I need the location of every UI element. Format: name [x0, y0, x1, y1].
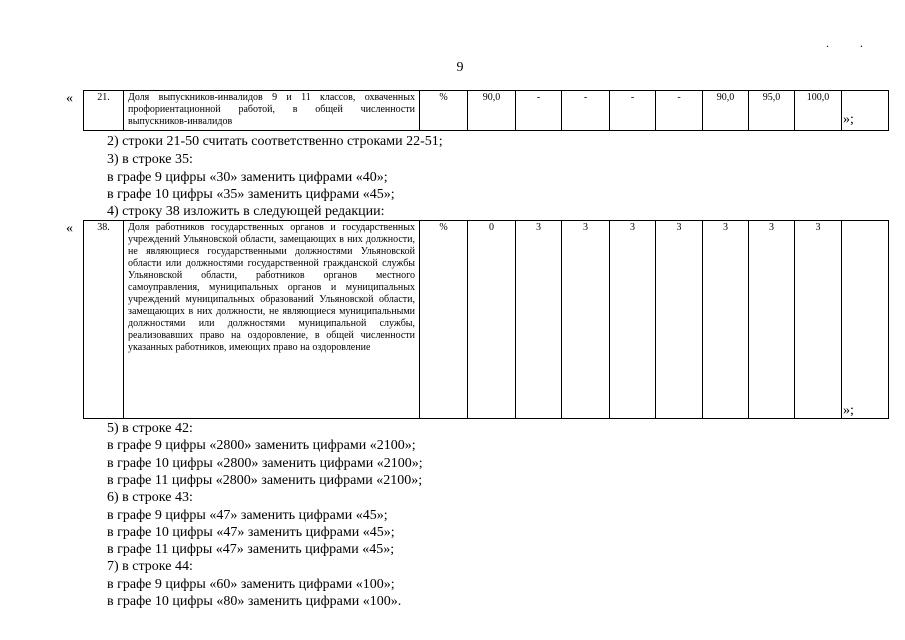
value-cell: 90,0 [703, 91, 749, 131]
table-row-21 [83, 90, 889, 131]
value-cell: - [610, 91, 656, 131]
instruction-line: в графе 10 цифры «80» заменить цифрами «100». [107, 594, 402, 609]
instruction-line: в графе 11 цифры «47» заменить цифрами «45»; [107, 542, 395, 557]
close-quote-row38: »; [843, 403, 854, 418]
indicator-description-cell: Доля выпускников-инвалидов 9 и 11 классов, охваченных профориентационной работой, в общей численности выпускников-инвалидов [124, 91, 420, 131]
instruction-line: в графе 9 цифры «60» заменить цифрами «100»; [107, 577, 395, 592]
value-cell: 3 [562, 221, 610, 419]
value-cell: - [562, 91, 610, 131]
value-cell: 3 [703, 221, 749, 419]
open-quote-row21: « [66, 91, 73, 106]
value-cell: - [656, 91, 703, 131]
instruction-line: в графе 10 цифры «2800» заменить цифрами «2100»; [107, 456, 423, 471]
instruction-line: 4) строку 38 изложить в следующей редакции: [107, 204, 385, 219]
instruction-line: в графе 11 цифры «2800» заменить цифрами «2100»; [107, 473, 423, 488]
unit-cell: % [420, 91, 468, 131]
value-cell: 0 [468, 221, 516, 419]
instruction-line: 2) строки 21-50 считать соответственно строками 22-51; [107, 134, 443, 149]
value-cell: 3 [516, 221, 562, 419]
value-cell: 95,0 [749, 91, 795, 131]
instruction-line: 5) в строке 42: [107, 421, 193, 436]
instruction-line: в графе 10 цифры «35» заменить цифрами «45»; [107, 187, 395, 202]
value-cell: 3 [610, 221, 656, 419]
table-row-38 [83, 220, 889, 419]
close-quote-row21: »; [843, 112, 854, 127]
unit-cell: % [420, 221, 468, 419]
indicator-description-cell: Доля работников государственных органов и государственных учреждений Ульяновской области, замещающих в них должности, не являющиеся государственными должностями Ульяновской области или должностями государственной гражданской службы Ульяновской области, работников органов местного самоуправления, муниципальных органов и муниципальных учреждений муниципальных образований Ульяновской области, замещающих в них должности, не являющиеся муниципальными должностями или должностями муниципальной службы, реализовавших право на оздоровление, в общей численности указанных работников, имеющих право на оздоровление [124, 221, 420, 419]
instruction-line: в графе 9 цифры «2800» заменить цифрами «2100»; [107, 438, 416, 453]
open-quote-row38: « [66, 221, 73, 236]
instruction-line: 3) в строке 35: [107, 152, 193, 167]
page-number: 9 [456, 60, 464, 75]
instruction-line: 7) в строке 44: [107, 559, 193, 574]
instruction-line: в графе 9 цифры «47» заменить цифрами «45»; [107, 508, 388, 523]
row-number-cell: 38. [84, 221, 124, 419]
row-number-cell: 21. [84, 91, 124, 131]
value-cell: 100,0 [795, 91, 842, 131]
instruction-line: в графе 9 цифры «30» заменить цифрами «40»; [107, 170, 388, 185]
empty-cell [842, 221, 889, 419]
value-cell: 3 [656, 221, 703, 419]
value-cell: 3 [795, 221, 842, 419]
value-cell: 90,0 [468, 91, 516, 131]
instruction-line: в графе 10 цифры «47» заменить цифрами «45»; [107, 525, 395, 540]
instruction-line: 6) в строке 43: [107, 490, 193, 505]
corner-marks: . . [826, 36, 877, 50]
value-cell: - [516, 91, 562, 131]
value-cell: 3 [749, 221, 795, 419]
